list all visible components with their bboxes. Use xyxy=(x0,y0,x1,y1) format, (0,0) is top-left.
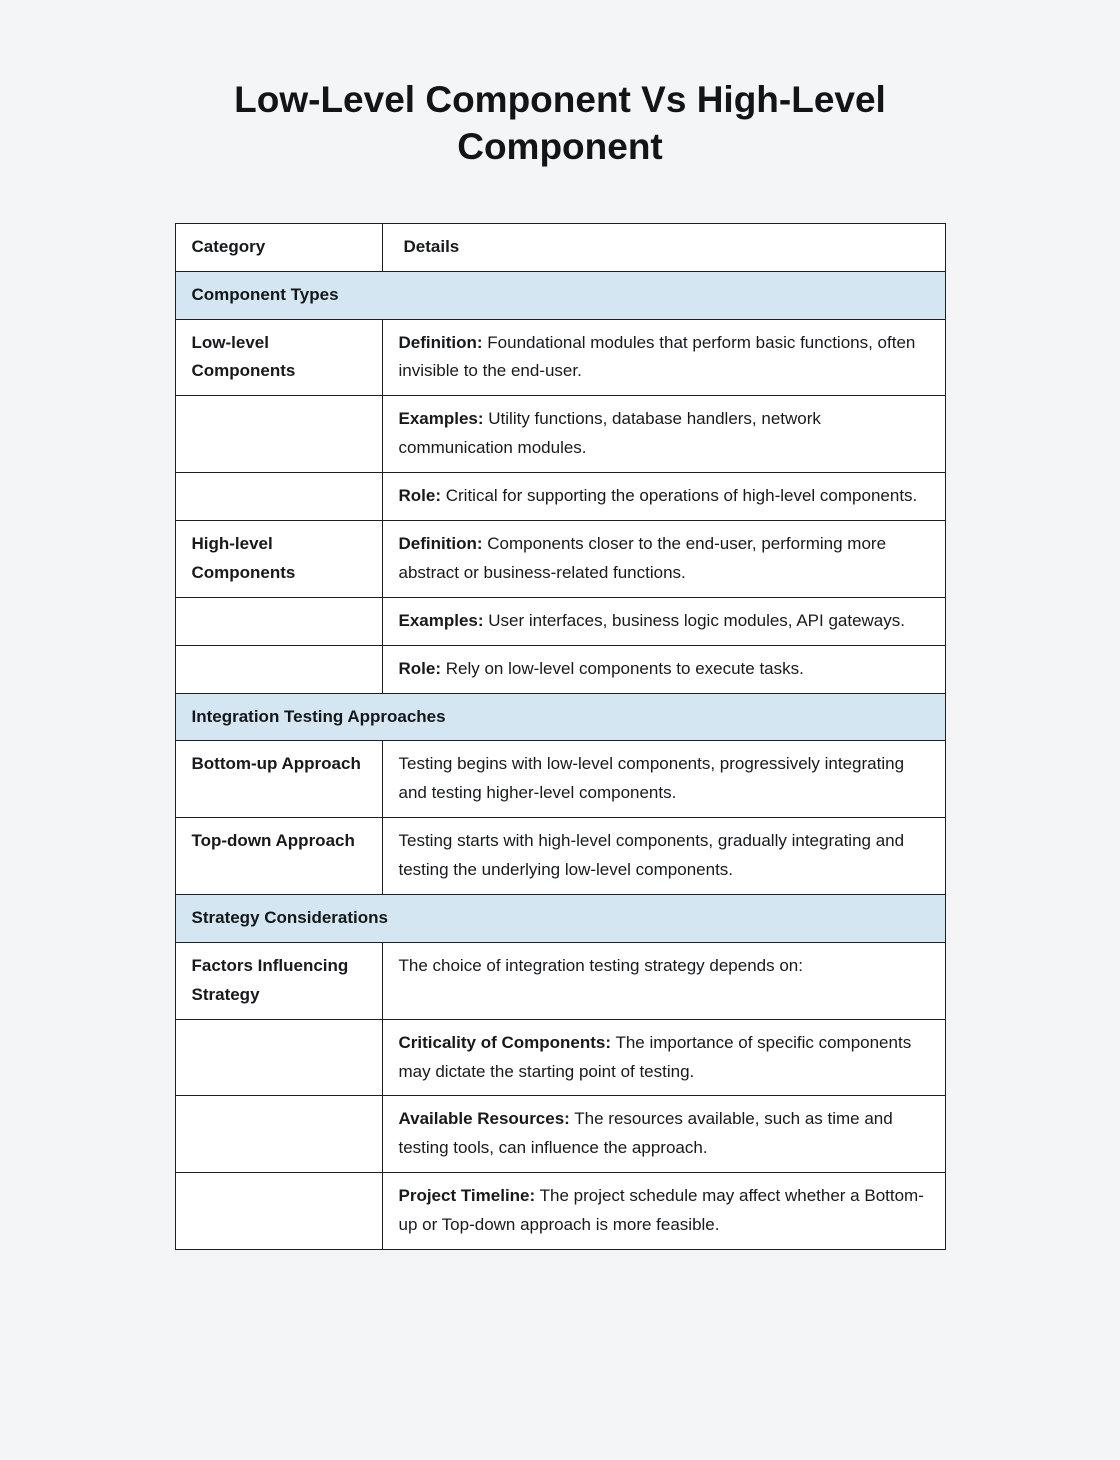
table-header-row xyxy=(175,223,945,271)
table-row xyxy=(175,645,945,693)
details-cell xyxy=(382,1173,945,1250)
details-cell xyxy=(382,319,945,396)
details-text: The project schedule may affect whether a Bottom-up or Top-down approach is more feasible. xyxy=(398,1186,924,1235)
details-lead: Examples: xyxy=(398,409,484,429)
details-text: User interfaces, business logic modules, API gateways. xyxy=(488,610,905,630)
details-cell xyxy=(382,1019,945,1096)
table-row xyxy=(175,597,945,645)
category-cell: Bottom-up Approach xyxy=(175,741,382,818)
category-cell: High-level Components xyxy=(175,520,382,597)
section-row xyxy=(175,894,945,942)
table-row xyxy=(175,942,945,1019)
section-label: Integration Testing Approaches xyxy=(175,693,945,741)
details-cell xyxy=(382,520,945,597)
category-cell: Factors Influencing Strategy xyxy=(175,942,382,1019)
table-row xyxy=(175,473,945,521)
category-cell xyxy=(175,645,382,693)
details-cell xyxy=(382,645,945,693)
table-row xyxy=(175,1019,945,1096)
details-text: Critical for supporting the operations of high-level components. xyxy=(445,486,918,506)
category-cell xyxy=(175,597,382,645)
section-label: Strategy Considerations xyxy=(175,894,945,942)
details-text: Components closer to the end-user, performing more abstract or business-related functions. xyxy=(398,533,887,582)
category-cell xyxy=(175,396,382,473)
details-cell xyxy=(382,396,945,473)
details-text: Utility functions, database handlers, network communication modules. xyxy=(398,409,821,458)
table-row xyxy=(175,818,945,895)
details-text: The importance of specific components may dictate the starting point of testing. xyxy=(398,1032,912,1081)
details-cell xyxy=(382,473,945,521)
table-row xyxy=(175,1096,945,1173)
table-row xyxy=(175,396,945,473)
category-cell: Low-level Components xyxy=(175,319,382,396)
details-lead: Criticality of Components: xyxy=(398,1032,612,1052)
details-text: Testing starts with high-level components, gradually integrating and testing the underlying low-level components. xyxy=(398,831,905,880)
details-lead: Role: xyxy=(398,658,441,678)
details-cell xyxy=(382,818,945,895)
details-lead: Examples: xyxy=(398,610,484,630)
table-row xyxy=(175,741,945,818)
category-cell: Top-down Approach xyxy=(175,818,382,895)
category-cell xyxy=(175,473,382,521)
page-title: Low-Level Component Vs High-Level Component xyxy=(234,79,886,168)
details-text: Foundational modules that perform basic functions, often invisible to the end-user. xyxy=(398,332,916,381)
details-cell xyxy=(382,741,945,818)
category-cell xyxy=(175,1019,382,1096)
details-text: Testing begins with low-level components, progressively integrating and testing higher-level components. xyxy=(398,754,905,803)
details-lead: Project Timeline: xyxy=(398,1186,536,1206)
table-row xyxy=(175,319,945,396)
details-lead: Definition: xyxy=(398,533,483,553)
column-header-details: Details xyxy=(382,223,945,271)
column-header-category: Category xyxy=(175,223,382,271)
table-row xyxy=(175,520,945,597)
details-text: Rely on low-level components to execute tasks. xyxy=(445,658,804,678)
details-lead: Available Resources: xyxy=(398,1109,570,1129)
details-lead: Definition: xyxy=(398,332,483,352)
details-cell xyxy=(382,597,945,645)
section-label: Component Types xyxy=(175,271,945,319)
details-cell xyxy=(382,1096,945,1173)
section-row xyxy=(175,271,945,319)
details-lead: Role: xyxy=(398,486,441,506)
details-text: The choice of integration testing strategy depends on: xyxy=(398,955,803,975)
comparison-table xyxy=(175,223,946,1250)
category-cell xyxy=(175,1173,382,1250)
table-row xyxy=(175,1173,945,1250)
category-cell xyxy=(175,1096,382,1173)
details-text: The resources available, such as time and testing tools, can influence the approach. xyxy=(398,1109,893,1158)
section-row xyxy=(175,693,945,741)
details-cell xyxy=(382,942,945,1019)
